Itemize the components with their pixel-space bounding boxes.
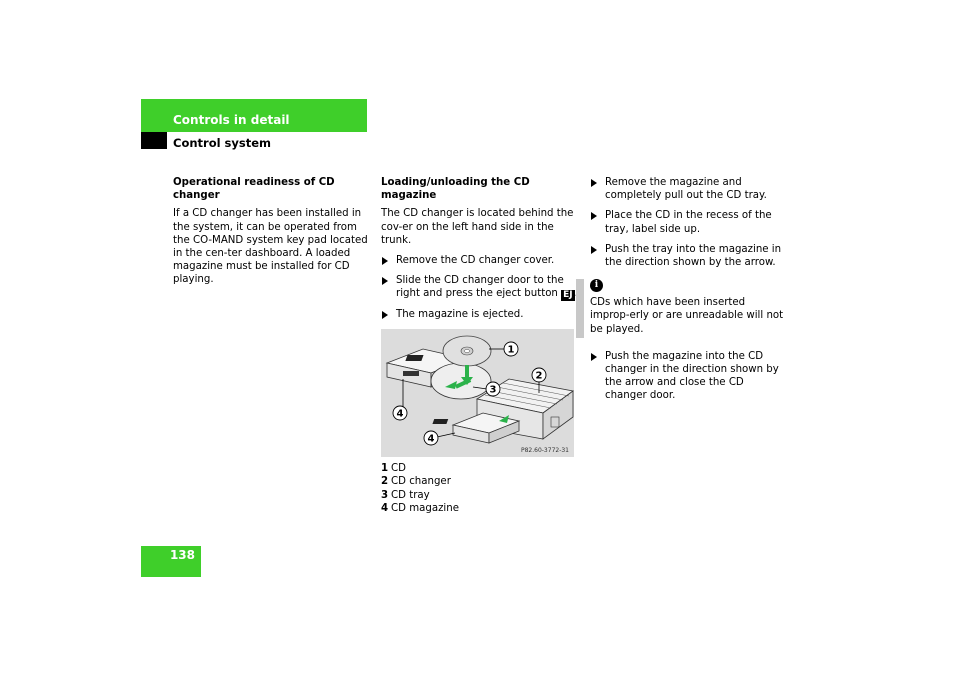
heading-operational-readiness: Operational readiness of CD changer — [173, 177, 335, 202]
triangle-arrow-icon — [591, 246, 597, 254]
subsection-marker — [141, 132, 167, 149]
heading-loading-unloading: Loading/unloading the CD magazine — [381, 177, 530, 202]
page-number-box — [141, 546, 201, 577]
cd-magazine-lower — [432, 413, 519, 443]
step-text: Push the magazine into the CD changer in the direction shown by the arrow and close the CD changer door. — [605, 350, 779, 402]
callout-4-upper — [393, 379, 407, 420]
cd-disc — [443, 336, 491, 366]
column-loading-unloading — [381, 176, 579, 516]
triangle-arrow-icon — [382, 257, 388, 265]
cd-changer-illustration — [381, 329, 574, 457]
eject-button-icon: EJ — [563, 290, 573, 301]
svg-text:1: 1 — [507, 344, 515, 356]
step-text: Remove the magazine and completely pull out the CD tray. — [605, 177, 767, 202]
callout-1 — [489, 342, 518, 356]
step-text: Place the CD in the recess of the tray, label side up. — [605, 210, 772, 235]
figure-code: P82.60-3772-31 — [520, 446, 569, 454]
svg-text:4: 4 — [427, 433, 435, 445]
step-place-cd — [590, 209, 786, 235]
paragraph-intro: The CD changer is located behind the cov-er on the left hand side in the trunk. — [381, 208, 574, 246]
legend-item: 2 CD changer — [381, 476, 451, 488]
cd-changer-diagram — [381, 329, 574, 457]
step-text: Remove the CD changer cover. — [396, 255, 555, 267]
step-remove-cover — [381, 254, 579, 267]
note-text: CDs which have been inserted improp-erly or are unreadable will not be played. — [590, 297, 784, 335]
triangle-arrow-icon — [382, 277, 388, 285]
legend-item: 4 CD magazine — [381, 503, 459, 515]
triangle-arrow-icon — [591, 179, 597, 187]
svg-text:4: 4 — [396, 408, 404, 420]
step-magazine-ejected — [381, 308, 579, 321]
triangle-arrow-icon — [591, 353, 597, 361]
info-note — [576, 279, 786, 338]
step-push-magazine — [590, 350, 786, 403]
svg-text:3: 3 — [489, 384, 497, 396]
callout-4-lower — [424, 431, 455, 445]
step-slide-door — [381, 274, 579, 301]
triangle-arrow-icon — [382, 311, 388, 319]
subsection-title: Control system — [173, 136, 272, 150]
paragraph-readiness: If a CD changer has been installed in the system, it can be operated from the CO-MAND system key pad located in the cen-ter dashboard. A loaded magazine must be installed for CD playing. — [173, 208, 368, 286]
figure-legend — [381, 462, 579, 516]
info-icon: i — [590, 279, 603, 292]
section-header-bar — [141, 99, 367, 132]
step-pull-tray — [590, 176, 786, 202]
legend-item: 1 CD — [381, 462, 406, 474]
section-title: Controls in detail — [173, 113, 290, 127]
step-text: Push the tray into the magazine in the direction shown by the arrow. — [605, 243, 782, 269]
legend-item: 3 CD tray — [381, 489, 430, 501]
column-operational-readiness — [173, 176, 369, 294]
note-bar — [576, 279, 584, 338]
step-text: The magazine is ejected. — [396, 309, 524, 321]
step-text: Slide the CD changer door to the right and press the eject button — [396, 275, 564, 300]
page-number: 138 — [169, 548, 195, 562]
svg-text:2: 2 — [535, 370, 543, 382]
column-cd-steps — [590, 176, 786, 410]
cd-tray — [431, 363, 491, 399]
step-push-tray — [590, 243, 786, 269]
triangle-arrow-icon — [591, 212, 597, 220]
